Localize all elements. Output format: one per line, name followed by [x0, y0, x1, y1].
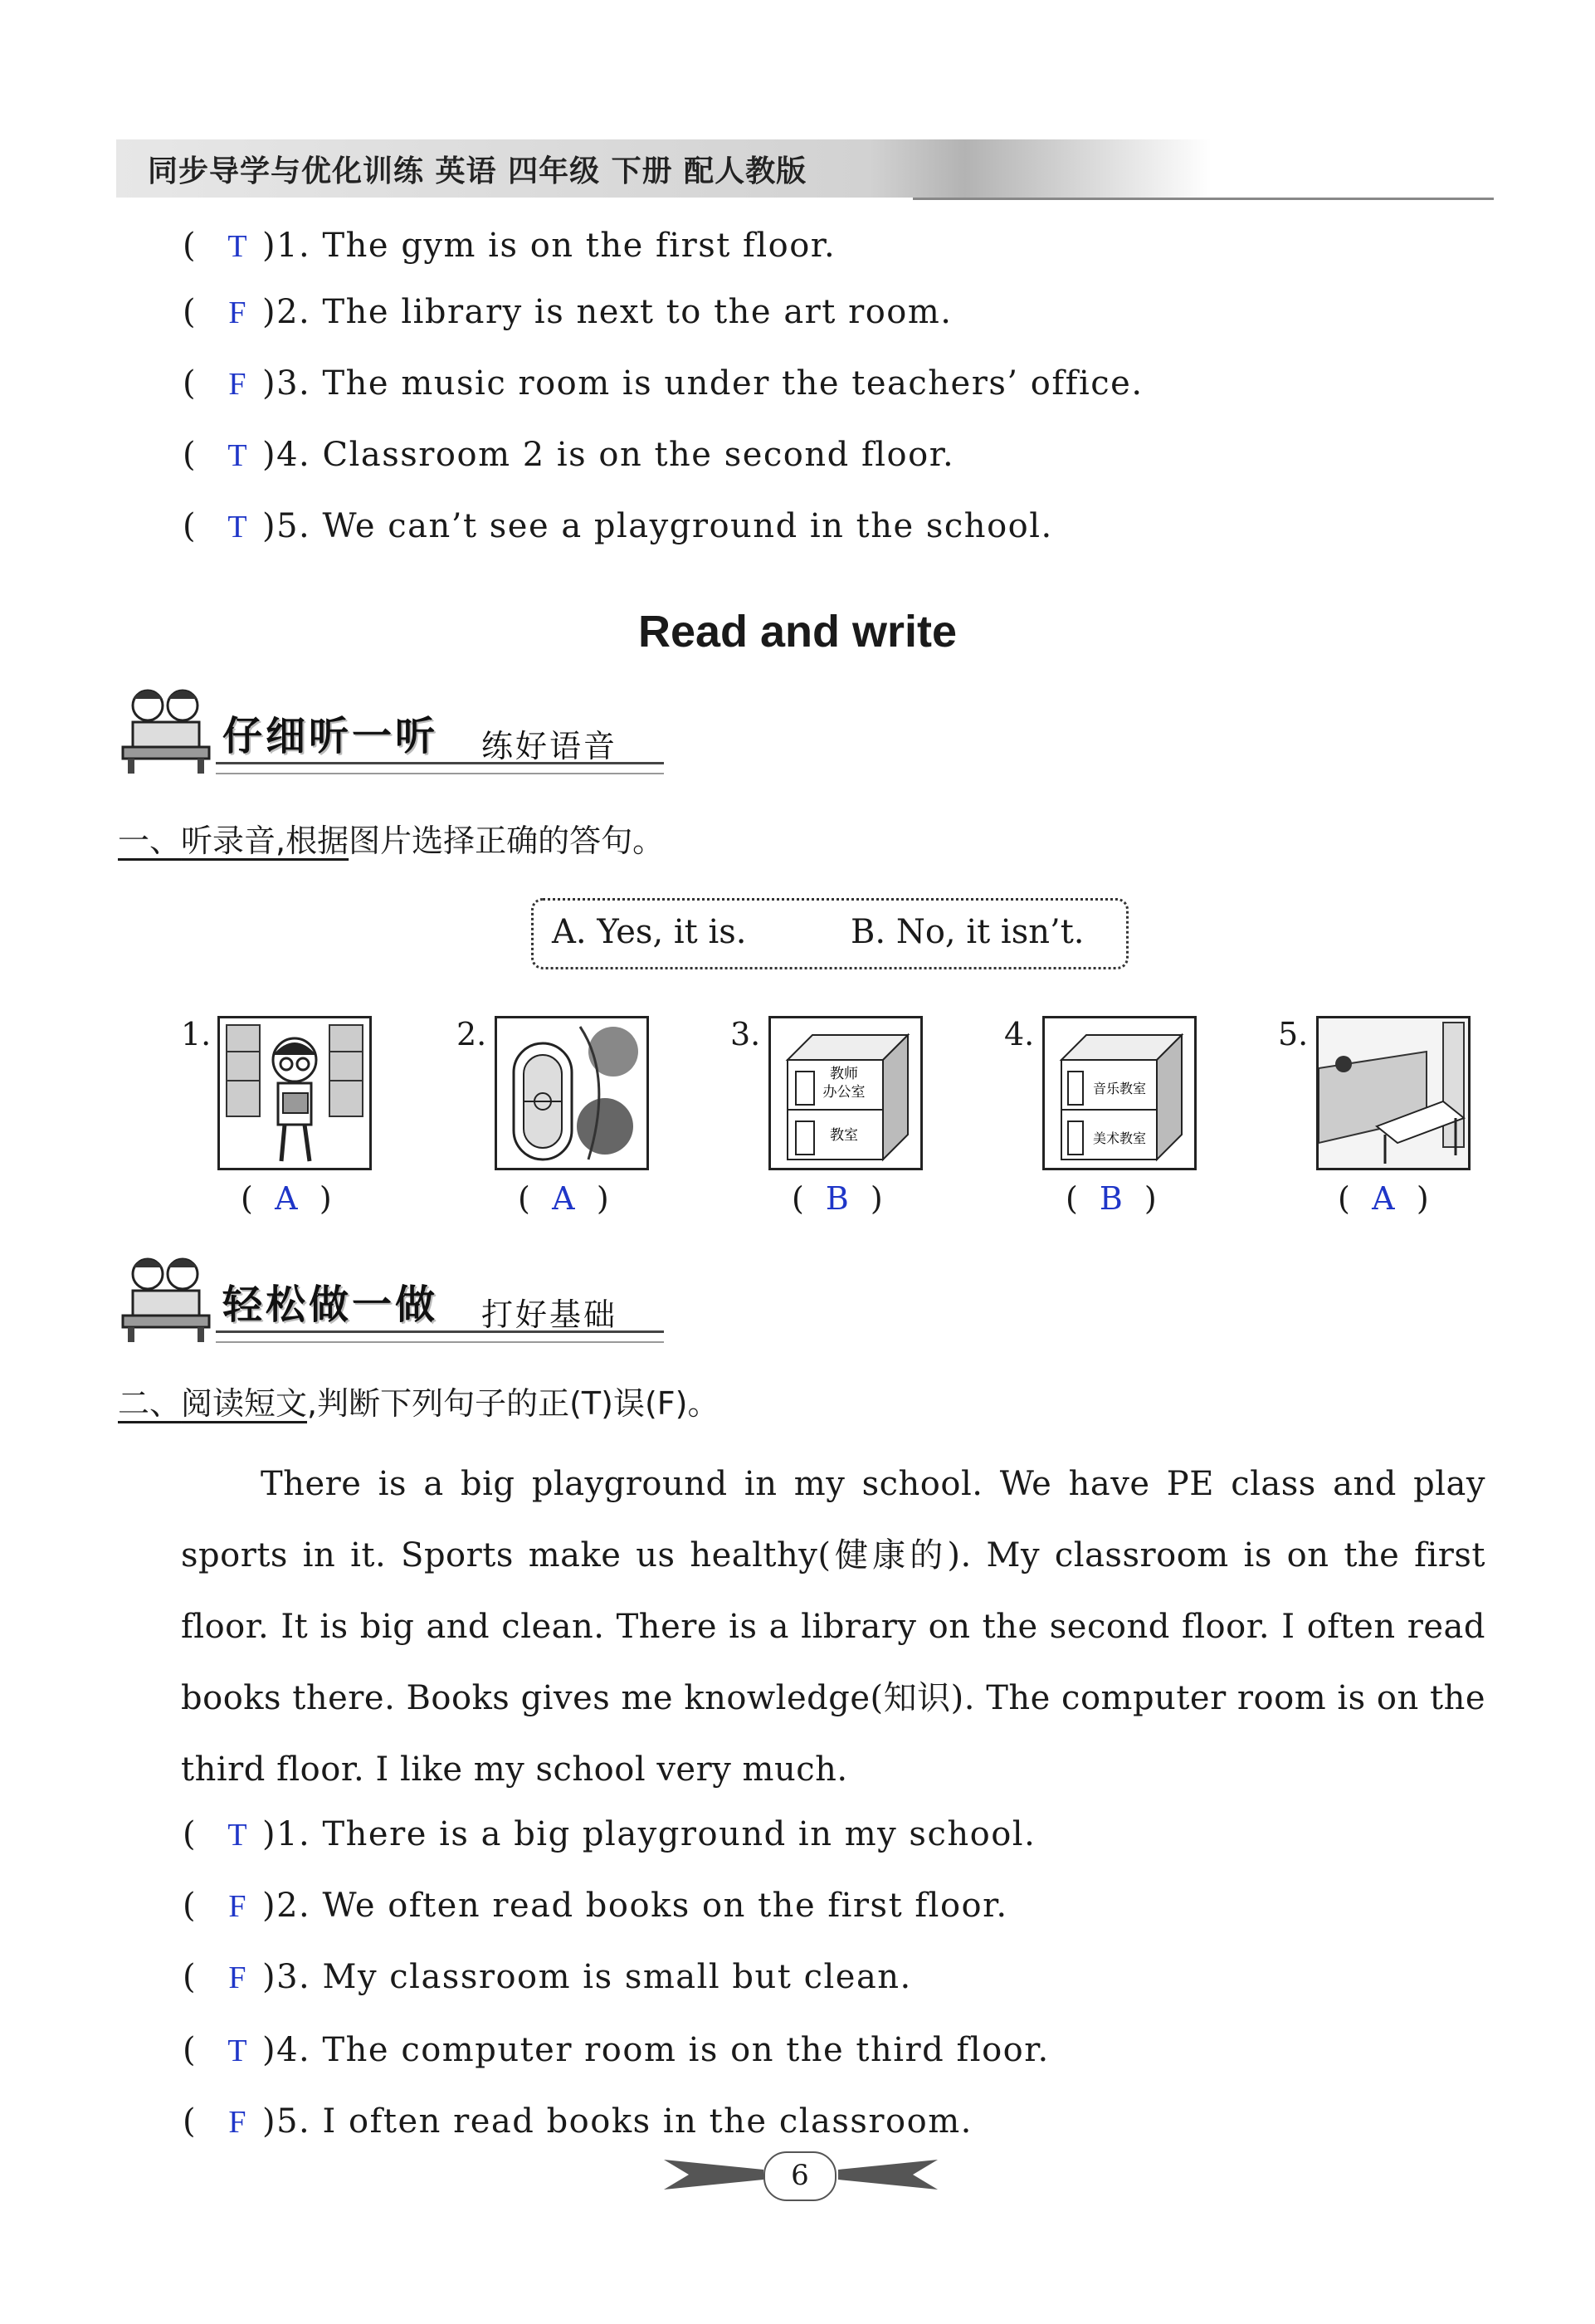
- playground-scene-icon: [497, 1018, 646, 1168]
- answer-value: T: [227, 438, 247, 473]
- kids-reading-icon: [116, 681, 216, 776]
- answer-value: F: [228, 2105, 246, 2140]
- picture-building-art: [1042, 1016, 1197, 1170]
- banner-underline: [216, 1330, 664, 1343]
- picture-answer: ( A ): [518, 1180, 609, 1217]
- answer-value: F: [228, 295, 246, 330]
- answer-value: F: [228, 1889, 246, 1924]
- room-label: 办公室: [822, 1084, 866, 1101]
- passage-text: There is a big playground in my school. We have PE class and play sports in it. Sports make us healthy(健康的). My classroom is on the first floor. It is big and clean. There is a library on the second floor. I often read books there. Books gives me knowledge(知识). The computer room is on the third floor. I like my school very much.: [181, 1465, 1485, 1789]
- kids-reading-icon: [116, 1249, 216, 1345]
- tf-row: ( T )4. The computer room is on the third floor.: [183, 2027, 1050, 2073]
- banner-title: 仔细听一听: [222, 713, 439, 759]
- picture-answer: ( B ): [792, 1180, 883, 1217]
- banner-practice: [116, 1249, 680, 1349]
- header-rule: [913, 198, 1494, 200]
- picture-number: 2.: [456, 1016, 487, 1052]
- banner-subtitle: 打好基础: [481, 1296, 618, 1333]
- building-icon: [771, 1018, 920, 1168]
- reading-passage: [181, 1448, 1485, 1805]
- question-2-heading: 二、阅读短文,判断下列句子的正(T)误(F)。: [118, 1385, 719, 1422]
- page-number: 6: [763, 2151, 837, 2201]
- building-icon: [1045, 1018, 1194, 1168]
- question-1-heading: 一、听录音,根据图片选择正确的答句。: [118, 823, 665, 859]
- option-a: A. Yes, it is.: [552, 913, 747, 951]
- picture-answer: ( B ): [1066, 1180, 1157, 1217]
- room-label: 教室: [830, 1127, 858, 1144]
- tf-row: ( F )2. We often read books on the first floor.: [183, 1882, 1008, 1929]
- banner-listen: [116, 681, 680, 780]
- tf-row: ( T )1. The gym is on the first floor.: [183, 222, 836, 269]
- picture-building-office: [768, 1016, 923, 1170]
- kitchen-scene-icon: [1319, 1018, 1468, 1168]
- picture-number: 3.: [730, 1016, 761, 1052]
- picture-answer: ( A ): [241, 1180, 332, 1217]
- answer-value: F: [228, 1960, 246, 1995]
- room-label: 美术教室: [1092, 1130, 1147, 1146]
- picture-answer: ( A ): [1338, 1180, 1429, 1217]
- answer-value: T: [227, 2034, 247, 2068]
- picture-number: 5.: [1278, 1016, 1309, 1052]
- picture-number: 4.: [1004, 1016, 1035, 1052]
- tf-row: ( F )2. The library is next to the art room.: [183, 289, 953, 335]
- tf-row: ( T )1. There is a big playground in my school.: [183, 1811, 1036, 1858]
- banner-title: 轻松做一做: [222, 1282, 439, 1328]
- room-label: 音乐教室: [1092, 1081, 1147, 1096]
- tf-row: ( F )3. The music room is under the teachers’ office.: [183, 360, 1144, 407]
- option-b: B. No, it isn’t.: [851, 913, 1085, 951]
- answer-value: T: [227, 229, 247, 264]
- banner-subtitle: 练好语音: [481, 728, 618, 764]
- answer-value: F: [228, 367, 246, 402]
- picture-number: 1.: [181, 1016, 212, 1052]
- answer-value: T: [227, 510, 247, 544]
- tf-row: ( F )5. I often read books in the classroom.: [183, 2098, 973, 2145]
- book-title: 同步导学与优化训练 英语 四年级 下册 配人教版: [148, 154, 807, 188]
- tf-row: ( T )4. Classroom 2 is on the second floor.: [183, 432, 954, 478]
- picture-library: [217, 1016, 372, 1170]
- picture-playground: [495, 1016, 649, 1170]
- room-label: 教师: [830, 1066, 858, 1082]
- tf-row: ( F )3. My classroom is small but clean.: [183, 1954, 912, 2000]
- library-scene-icon: [220, 1018, 369, 1168]
- picture-kitchen: [1316, 1016, 1471, 1170]
- tf-row: ( T )5. We can’t see a playground in the school.: [183, 503, 1053, 549]
- banner-underline: [216, 762, 664, 774]
- section-title: Read and write: [637, 607, 958, 657]
- answer-value: T: [227, 1818, 247, 1853]
